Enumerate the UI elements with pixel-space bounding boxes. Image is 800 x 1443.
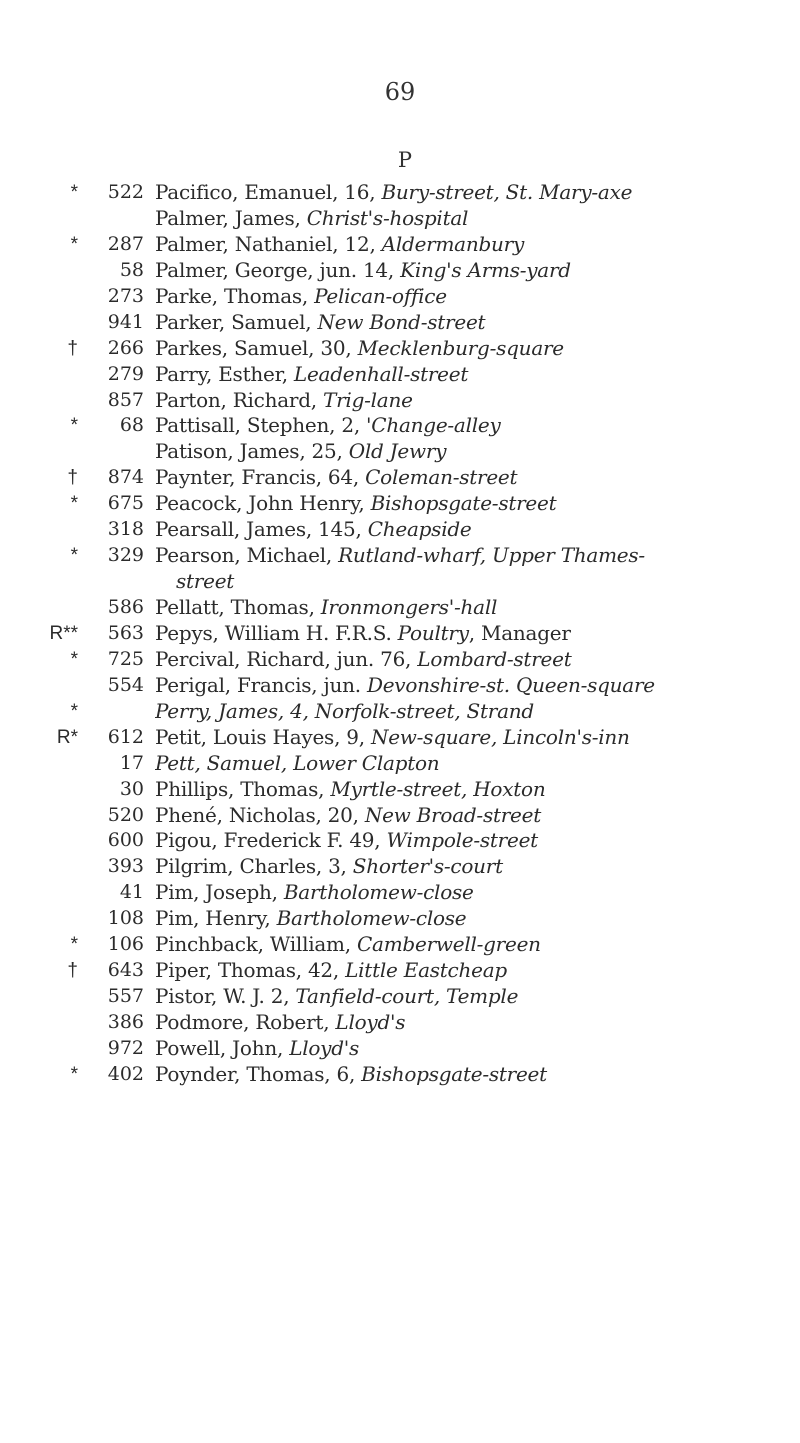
entry-text — [155, 958, 780, 984]
entry-mark: * — [70, 648, 78, 670]
entry-name: Parkes, Samuel, 30, — [155, 335, 358, 360]
entry-text — [176, 569, 780, 595]
entry-number: 58 — [119, 258, 144, 281]
list-item — [0, 232, 800, 258]
entry-text — [155, 725, 780, 751]
entry-number: 402 — [107, 1062, 144, 1085]
entry-text — [155, 906, 780, 932]
entry-name: Paynter, Francis, 64, — [155, 465, 366, 490]
entry-address: Tanfield-court, Temple — [295, 984, 519, 1009]
list-item — [0, 880, 800, 906]
entry-number: 30 — [119, 777, 144, 800]
list-item — [0, 751, 800, 777]
entry-address: New Broad-street — [364, 802, 542, 827]
list-item — [0, 284, 800, 310]
list-item — [0, 958, 800, 984]
entry-number: 874 — [107, 466, 144, 489]
entry-address: Camberwell-green — [356, 932, 541, 957]
entry-address: Lloyd's — [335, 1010, 406, 1034]
entry-name: Pearsall, James, 145, — [155, 517, 368, 542]
entry-text — [155, 880, 780, 906]
entry-text — [155, 803, 780, 829]
entry-number: 725 — [107, 647, 144, 670]
entry-mark: * — [70, 233, 78, 255]
entry-number: 287 — [107, 232, 144, 255]
entry-address: Coleman-street — [365, 465, 518, 490]
list-item — [0, 828, 800, 854]
list-item — [0, 1036, 800, 1062]
list-item — [0, 673, 800, 699]
entry-mark: * — [70, 182, 78, 203]
entry-number: 612 — [107, 725, 144, 748]
entry-list — [0, 180, 800, 1088]
entry-mark: † — [67, 960, 78, 982]
entry-name: Pepys, William H. F.R.S. — [155, 620, 398, 645]
entry-name: Pinchback, William, — [155, 932, 357, 957]
entry-text — [155, 258, 780, 284]
entry-name: Parke, Thomas, — [155, 283, 315, 308]
entry-text — [155, 932, 780, 958]
entry-name: Podmore, Robert, — [155, 1010, 336, 1034]
entry-text — [155, 517, 780, 543]
entry-number: 68 — [119, 414, 144, 437]
list-item — [0, 984, 800, 1010]
entry-mark: * — [70, 545, 78, 567]
entry-name: Palmer, James, — [155, 205, 307, 230]
list-item — [0, 465, 800, 491]
entry-text — [155, 491, 780, 517]
entry-address: Little Eastcheap — [345, 958, 507, 983]
entry-role: , Manager — [468, 620, 571, 645]
entry-text — [155, 621, 780, 647]
entry-number: 279 — [107, 362, 144, 385]
entry-number: 857 — [107, 388, 144, 411]
entry-number: 106 — [107, 933, 144, 956]
entry-mark: * — [70, 493, 78, 515]
list-item — [0, 1062, 800, 1088]
entry-address: King's Arms-yard — [400, 257, 571, 282]
list-item — [0, 180, 800, 206]
entry-text — [155, 180, 780, 206]
entry-address: Perry, James, 4, Norfolk-street, Strand — [155, 698, 534, 723]
list-item — [0, 206, 800, 232]
entry-name: Pim, Henry, — [155, 906, 277, 931]
entry-number: 557 — [107, 985, 144, 1008]
list-item — [0, 362, 800, 388]
entry-text — [155, 595, 780, 621]
entry-address: Poultry — [397, 620, 469, 645]
entry-text — [155, 1062, 780, 1088]
page-number: 69 — [384, 78, 416, 106]
entry-name: Pistor, W. J. 2, — [155, 984, 296, 1009]
entry-text — [155, 465, 780, 491]
entry-number: 520 — [107, 803, 144, 826]
entry-text — [155, 854, 780, 880]
entry-mark: * — [70, 700, 78, 722]
entry-text — [155, 751, 780, 777]
entry-mark: * — [70, 1063, 78, 1085]
entry-address: Lombard-street — [417, 646, 572, 671]
entry-text — [155, 388, 780, 414]
entry-name: Poynder, Thomas, 6, — [155, 1061, 362, 1086]
entry-address: Pett, Samuel, Lower Clapton — [155, 750, 440, 775]
entry-text — [155, 699, 780, 725]
entry-mark: * — [70, 415, 78, 437]
entry-address: New Bond-street — [317, 309, 486, 334]
entry-address: 'Change-alley — [366, 413, 501, 438]
entry-name: Perigal, Francis, jun. — [155, 672, 367, 697]
entry-address: Christ's-hospital — [306, 205, 469, 230]
entry-number: 393 — [107, 855, 144, 878]
entry-text — [155, 777, 780, 803]
entry-number: 266 — [107, 336, 144, 359]
entry-address: Bishopsgate-street — [361, 1061, 547, 1086]
entry-text — [155, 828, 780, 854]
list-item — [0, 647, 800, 673]
section-letter: P — [397, 148, 413, 172]
entry-text — [155, 647, 780, 673]
entry-address: Wimpole-street — [386, 828, 538, 853]
entry-address: Trig-lane — [323, 387, 413, 412]
list-item — [0, 569, 800, 595]
entry-number: 563 — [107, 621, 144, 644]
entry-address: Leadenhall-street — [293, 361, 469, 386]
entry-address: Rutland-wharf, Upper Thames- — [338, 543, 645, 568]
entry-address: Bury-street, St. Mary-axe — [381, 180, 633, 204]
entry-name: Palmer, George, jun. 14, — [155, 257, 401, 282]
entry-number: 972 — [107, 1036, 144, 1059]
entry-address: Cheapside — [367, 517, 472, 542]
entry-mark: † — [67, 467, 78, 489]
list-item — [0, 413, 800, 439]
entry-number: 941 — [107, 310, 144, 333]
entry-number: 600 — [107, 829, 144, 852]
list-item — [0, 491, 800, 517]
entry-text — [155, 362, 780, 388]
entry-name: Petit, Louis Hayes, 9, — [155, 724, 371, 749]
entry-name: Piper, Thomas, 42, — [155, 958, 346, 983]
entry-number: 41 — [119, 881, 144, 904]
entry-address: Ironmongers'-hall — [320, 595, 498, 619]
entry-name: Parton, Richard, — [155, 387, 324, 412]
entry-number: 554 — [107, 673, 144, 696]
entry-number: 586 — [107, 596, 144, 618]
entry-address: Bartholomew-close — [283, 880, 474, 905]
entry-name: Pigou, Frederick F. 49, — [155, 828, 387, 853]
entry-number: 522 — [107, 181, 144, 203]
entry-mark: R* — [56, 726, 78, 748]
list-item — [0, 1010, 800, 1036]
entry-text — [155, 232, 780, 258]
entry-name: Phillips, Thomas, — [155, 776, 331, 801]
entry-name: Pim, Joseph, — [155, 880, 284, 905]
entry-address: Aldermanbury — [381, 231, 525, 256]
entry-text — [155, 543, 780, 569]
entry-number: 108 — [107, 907, 144, 930]
entry-name: Peacock, John Henry, — [155, 491, 371, 516]
entry-mark: * — [70, 934, 78, 956]
list-item — [0, 906, 800, 932]
list-item — [0, 621, 800, 647]
entry-address: Shorter's-court — [352, 854, 503, 879]
list-item — [0, 725, 800, 751]
entry-name: Phené, Nicholas, 20, — [155, 802, 365, 827]
list-item — [0, 803, 800, 829]
entry-text — [155, 673, 780, 699]
list-item — [0, 699, 800, 725]
entry-name: Palmer, Nathaniel, 12, — [155, 231, 382, 256]
entry-name: Parry, Esther, — [155, 361, 294, 386]
entry-name: Percival, Richard, jun. 76, — [155, 646, 418, 671]
entry-text — [155, 984, 780, 1010]
list-item — [0, 777, 800, 803]
entry-number: 329 — [107, 544, 144, 567]
entry-name: Pilgrim, Charles, 3, — [155, 854, 353, 879]
list-item — [0, 439, 800, 465]
entry-mark: R** — [49, 622, 78, 644]
entry-name: Parker, Samuel, — [155, 309, 318, 334]
entry-name: Patison, James, 25, — [155, 439, 349, 464]
entry-address: Myrtle-street, Hoxton — [330, 776, 546, 801]
entry-number: 643 — [107, 959, 144, 982]
list-item — [0, 517, 800, 543]
entry-address: Bartholomew-close — [276, 906, 467, 931]
entry-address: street — [176, 569, 235, 594]
entry-text — [155, 1036, 780, 1062]
entry-name: Pattisall, Stephen, 2, — [155, 413, 367, 438]
entry-address: Mecklenburg-square — [357, 335, 564, 360]
entry-number: 675 — [107, 492, 144, 515]
entry-address: Devonshire-st. Queen-square — [366, 672, 655, 697]
entry-name: Pacifico, Emanuel, 16, — [155, 180, 382, 204]
entry-text — [155, 284, 780, 310]
list-item — [0, 543, 800, 569]
entry-text — [155, 310, 780, 336]
entry-address: Bishopsgate-street — [370, 491, 557, 516]
entry-name: Pearson, Michael, — [155, 543, 339, 568]
entry-address: Lloyd's — [289, 1035, 360, 1060]
entry-name: Pellatt, Thomas, — [155, 595, 321, 619]
list-item — [0, 310, 800, 336]
list-item — [0, 258, 800, 284]
entry-text — [155, 1010, 780, 1036]
entry-text — [155, 206, 780, 232]
list-item — [0, 595, 800, 621]
entry-mark: † — [67, 337, 78, 359]
entry-name: Powell, John, — [155, 1035, 290, 1060]
entry-text — [155, 336, 780, 362]
entry-text — [155, 413, 780, 439]
list-item — [0, 388, 800, 414]
list-item — [0, 336, 800, 362]
entry-address: Old Jewry — [348, 439, 447, 464]
entry-number: 17 — [119, 751, 144, 774]
entry-number: 318 — [107, 518, 144, 541]
entry-address: New-square, Lincoln's-inn — [370, 724, 630, 749]
entry-number: 273 — [107, 284, 144, 307]
entry-text — [155, 439, 780, 465]
entry-address: Pelican-office — [314, 283, 447, 308]
entry-number: 386 — [107, 1011, 144, 1033]
list-item — [0, 854, 800, 880]
list-item — [0, 932, 800, 958]
